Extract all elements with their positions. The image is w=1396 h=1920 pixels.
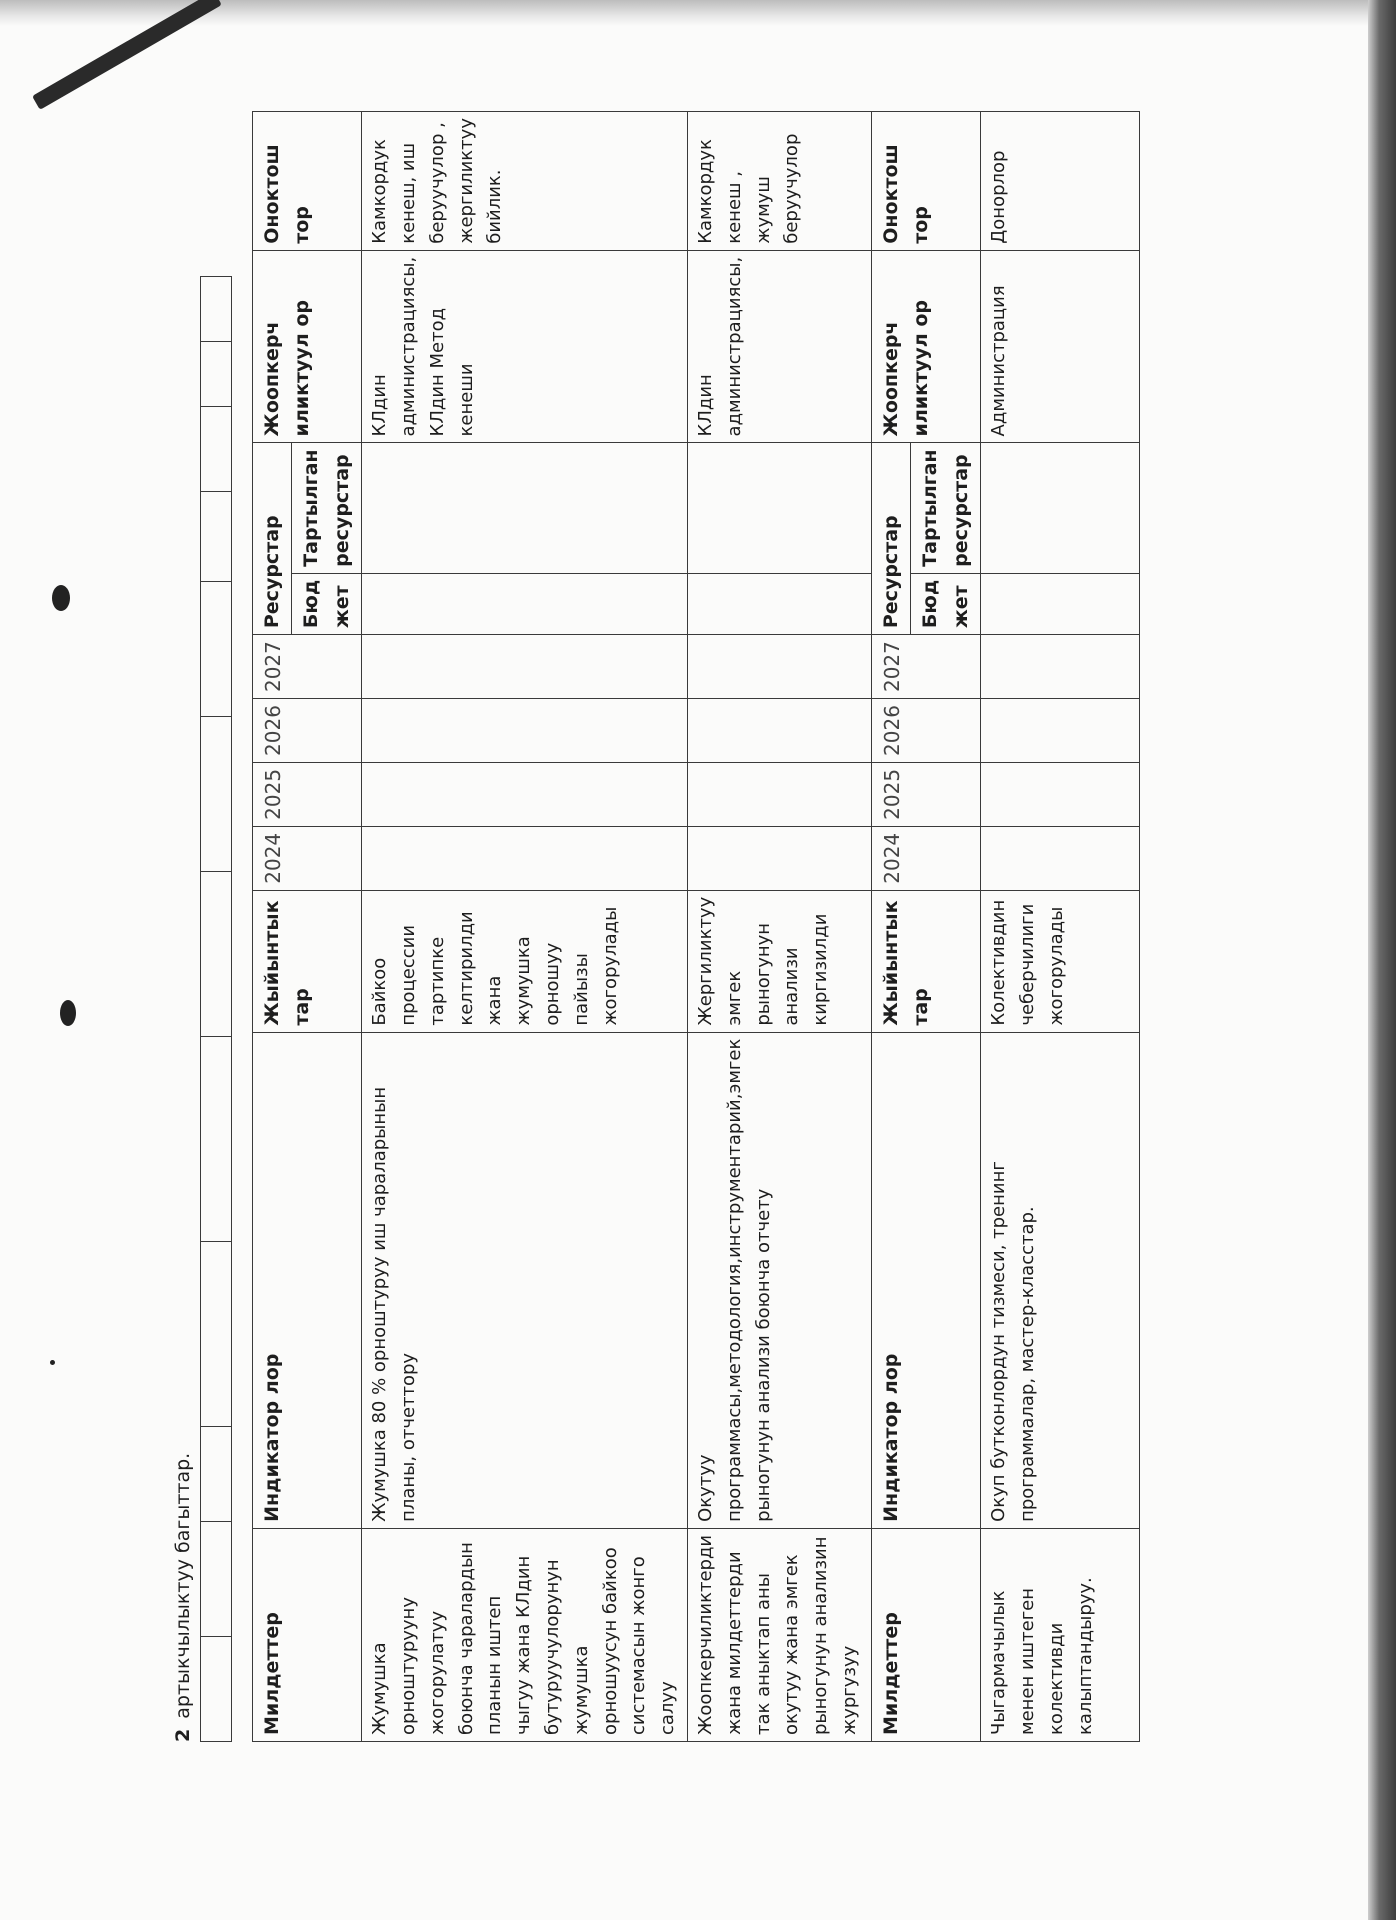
- header-partners: Оноктош тор: [253, 112, 362, 251]
- cell-year-2027: [981, 635, 1140, 699]
- table-top-row: [201, 277, 232, 1742]
- cell-budget: [362, 573, 688, 634]
- table-row: [687, 112, 871, 1742]
- cell-indicator: Окутуу программасы,методология,инструментарий,эмгек рыногунун анализи боюнча отчету: [687, 1032, 871, 1528]
- cell-year-2024: [362, 826, 688, 890]
- scan-speck: [52, 585, 70, 611]
- header-year-2024: 2024: [253, 826, 362, 890]
- header-year-2024: 2024: [871, 826, 980, 890]
- empty-cell: [201, 1637, 232, 1742]
- scan-shadow-edge: [1368, 0, 1396, 1920]
- cell-year-2024: [981, 826, 1140, 890]
- header-attracted: Тартылган ресурстар: [911, 443, 981, 573]
- empty-cell: [201, 277, 232, 342]
- empty-cell: [201, 407, 232, 492]
- cell-task: Жоопкерчиликтерди жана милдеттерди так аныктап аны окутуу жана эмгек рыногунун анализин жургузуу: [687, 1528, 871, 1741]
- header-year-2027: 2027: [253, 635, 362, 699]
- cell-task: Жумушка орноштурууну жогорулатуу боюнча чаралардын планын иштеп чыгуу жана КЛдин бутуруучулорунун жумушка орношуусун байкоо системасын жонго салуу: [362, 1528, 688, 1741]
- rotated-document-page: [84, 118, 1224, 1812]
- header-year-2027: 2027: [871, 635, 980, 699]
- cell-responsible: КЛдин администрациясы, КЛдин Метод кенеши: [362, 250, 688, 443]
- cell-year-2027: [687, 635, 871, 699]
- cell-indicator: Жумушка 80 % орноштуруу иш чараларынын планы, отчеттору: [362, 1032, 688, 1528]
- header-tasks: Милдеттер: [253, 1528, 362, 1741]
- header-budget: Бюд жет: [292, 573, 362, 634]
- header-indicators: Индикатор лор: [871, 1032, 980, 1528]
- cell-budget: [687, 573, 871, 634]
- header-year-2026: 2026: [871, 699, 980, 763]
- header-resources: Ресурстар: [253, 443, 292, 635]
- section-title-text: артыкчылыктуу багыттар.: [172, 1452, 194, 1719]
- header-attracted: Тартылган ресурстар: [292, 443, 362, 573]
- empty-cell: [201, 582, 232, 717]
- cell-result: Жергиликтуу эмгек рыногунун анализи киргизилди: [687, 890, 871, 1032]
- section-title: [172, 1453, 194, 1742]
- header-budget: Бюд жет: [911, 573, 981, 634]
- empty-cell: [201, 1242, 232, 1427]
- cell-year-2026: [981, 699, 1140, 763]
- cell-task: Чыгармачылык менен иштеген колективди калыптандыруу.: [981, 1528, 1140, 1741]
- header-year-2025: 2025: [253, 762, 362, 826]
- empty-cell: [201, 1037, 232, 1242]
- table-row: [981, 112, 1140, 1742]
- section-number: 2: [172, 1728, 194, 1742]
- cell-result: Байкоо процессии тартипке келтирилди жана жумушка орношуу пайызы жогорулады: [362, 890, 688, 1032]
- header-results: Жыйынтык тар: [871, 890, 980, 1032]
- header-results: Жыйынтык тар: [253, 890, 362, 1032]
- header-resources: Ресурстар: [871, 443, 910, 635]
- cell-responsible: Администрация: [981, 250, 1140, 443]
- cell-partners: Камкордук кенеш, иш беруучулор , жергиликтуу бийлик.: [362, 112, 688, 251]
- header-tasks: Милдеттер: [871, 1528, 980, 1741]
- empty-cell: [201, 492, 232, 582]
- cell-attracted: [687, 443, 871, 573]
- header-year-2025: 2025: [871, 762, 980, 826]
- header-year-2026: 2026: [253, 699, 362, 763]
- cell-responsible: КЛдин администрациясы,: [687, 250, 871, 443]
- cell-partners: Донорлор: [981, 112, 1140, 251]
- cell-attracted: [362, 443, 688, 573]
- cell-year-2025: [981, 762, 1140, 826]
- cell-result: Колективдин чеберчилиги жогорулады: [981, 890, 1140, 1032]
- empty-cell: [201, 1522, 232, 1637]
- header-responsible: Жоопкерч иликтуул ор: [871, 250, 980, 443]
- cell-year-2025: [687, 762, 871, 826]
- header-row-repeat: [871, 112, 910, 1742]
- empty-cell: [201, 342, 232, 407]
- priorities-table-main: [252, 111, 1140, 1742]
- empty-cell: [201, 872, 232, 1037]
- priorities-table: [200, 276, 232, 1742]
- header-row: [253, 112, 292, 1742]
- cell-year-2027: [362, 635, 688, 699]
- scan-speck: [50, 1360, 55, 1365]
- header-partners: Оноктош тор: [871, 112, 980, 251]
- empty-cell: [201, 717, 232, 872]
- cell-year-2024: [687, 826, 871, 890]
- header-responsible: Жоопкерч иликтуул ор: [253, 250, 362, 443]
- empty-cell: [201, 1427, 232, 1522]
- cell-attracted: [981, 443, 1140, 573]
- cell-partners: Камкордук кенеш , жумуш беруучулор: [687, 112, 871, 251]
- header-indicators: Индикатор лор: [253, 1032, 362, 1528]
- cell-year-2026: [687, 699, 871, 763]
- cell-indicator: Окуп бутконлордун тизмеси, тренинг программалар, мастер-класстар.: [981, 1032, 1140, 1528]
- cell-year-2026: [362, 699, 688, 763]
- scan-speck: [60, 1000, 76, 1026]
- table-row: [362, 112, 688, 1742]
- cell-year-2025: [362, 762, 688, 826]
- cell-budget: [981, 573, 1140, 634]
